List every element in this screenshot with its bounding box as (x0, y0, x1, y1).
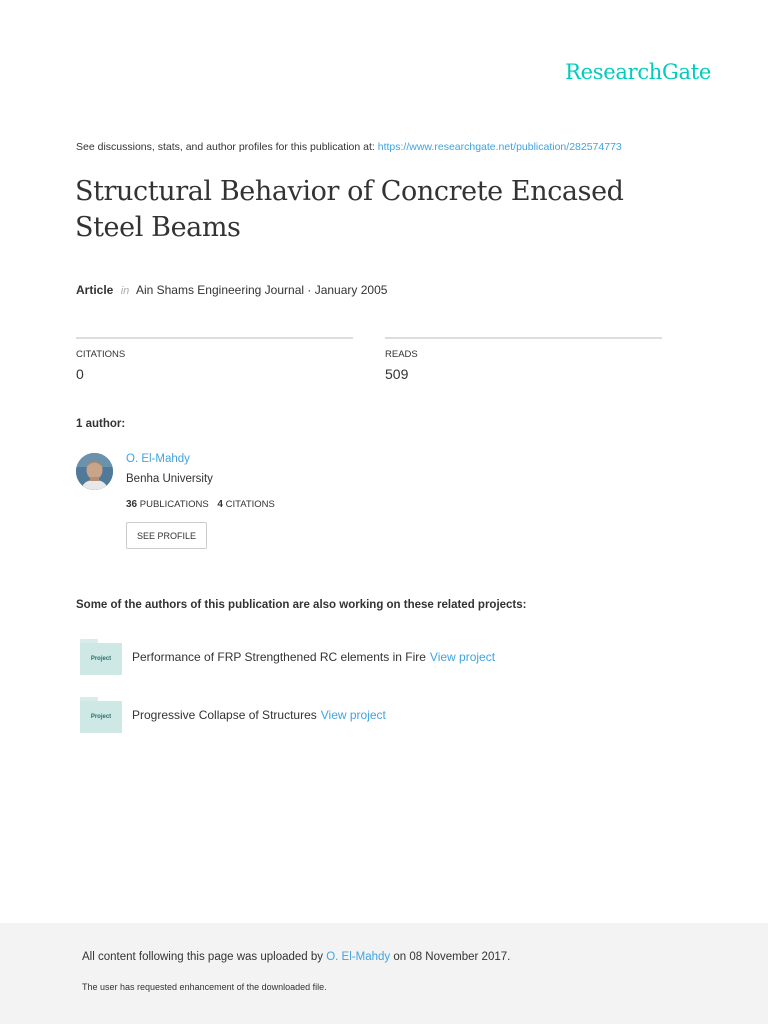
researchgate-logo[interactable]: ResearchGate (565, 60, 711, 84)
project-folder-icon[interactable] (80, 639, 122, 675)
upload-notice (82, 951, 510, 963)
author-publications-count: 36 (126, 499, 138, 510)
citations-label: CITATIONS (76, 349, 126, 360)
citations-stat (76, 337, 353, 382)
related-projects-heading: Some of the authors of this publication are also working on these related projects: (76, 599, 527, 611)
upload-prefix: All content following this page was uploaded by (82, 951, 327, 963)
page-footer (0, 923, 768, 1024)
author-publications-label: PUBLICATIONS (139, 499, 209, 510)
view-project-link[interactable]: View project (320, 708, 386, 722)
author-name-link[interactable]: O. El-Mahdy (126, 453, 190, 465)
authors-heading: 1 author: (76, 418, 126, 430)
publication-source-line (76, 141, 622, 153)
author-avatar[interactable] (76, 453, 113, 490)
publication-url-link[interactable]: https://www.researchgate.net/publication/282574773 (377, 141, 622, 153)
project-item (80, 638, 495, 676)
project-folder-icon[interactable] (80, 697, 122, 733)
project-item (80, 696, 386, 734)
project-title: Performance of FRP Strengthened RC elements in Fire (132, 650, 426, 664)
author-stats (126, 499, 281, 510)
in-connector: in (120, 285, 130, 297)
enhancement-request-note: The user has requested enhancement of the downloaded file. (82, 982, 327, 992)
author-institution: Benha University (126, 473, 213, 485)
author-citations-label: CITATIONS (225, 499, 275, 510)
reads-value: 509 (385, 366, 409, 382)
see-profile-button[interactable]: SEE PROFILE (126, 522, 207, 549)
view-project-link[interactable]: View project (429, 650, 496, 664)
publication-title: Structural Behavior of Concrete Encased Steel Beams (75, 176, 624, 243)
publication-meta (76, 283, 387, 297)
person-photo-icon (76, 453, 113, 490)
reads-label: READS (385, 349, 418, 360)
citations-value: 0 (76, 366, 84, 382)
uploader-link[interactable]: O. El-Mahdy (326, 951, 391, 963)
project-folder-label: Project (80, 643, 122, 675)
publication-venue-date: Ain Shams Engineering Journal · January 2005 (135, 283, 388, 297)
author-citations-count: 4 (217, 499, 223, 510)
reads-stat (385, 337, 662, 382)
upload-suffix: on 08 November 2017. (390, 951, 511, 963)
project-title: Progressive Collapse of Structures (132, 708, 317, 722)
project-folder-label: Project (80, 701, 122, 733)
source-intro-text: See discussions, stats, and author profiles for this publication at: (76, 141, 378, 153)
publication-type: Article (76, 283, 114, 297)
